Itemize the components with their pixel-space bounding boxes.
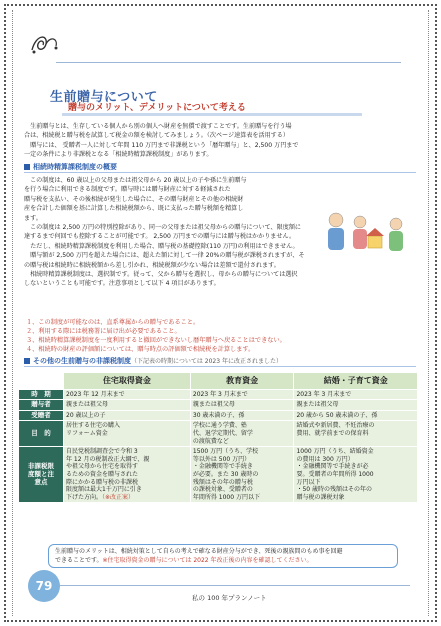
section-rule bbox=[24, 172, 416, 173]
table-cell: 20 歳以上の子 bbox=[64, 410, 191, 421]
list-item: ４、相続時の財産の評価額については、贈与時点の評価額で相続税を計算します。 bbox=[26, 346, 255, 353]
table-row bbox=[19, 410, 418, 421]
revision-note: （※改正案） bbox=[102, 493, 135, 501]
row-header: 受贈者 bbox=[19, 410, 64, 421]
page-subtitle: 贈与のメリット、デメリットについて考える bbox=[68, 103, 246, 113]
table-row bbox=[19, 400, 418, 411]
footer-rule bbox=[50, 585, 410, 586]
list-item: ２、利用する際には税務署に届け出が必要であること。 bbox=[26, 328, 181, 335]
table-row bbox=[19, 389, 418, 400]
column-header: 結婚・子育て資金 bbox=[294, 373, 418, 390]
table-header-row bbox=[19, 373, 418, 390]
table-row bbox=[19, 421, 418, 447]
table-cell: 20 歳から 50 歳未満の子、孫 bbox=[294, 410, 418, 421]
table-cell: 結婚式や新居費、不妊治療の 費用、就学前までの保育料 bbox=[294, 421, 418, 447]
summary-note-warning: ※住宅取得資金の贈与については 2022 年改正後の内容を確認してください。 bbox=[102, 557, 313, 564]
section-rule bbox=[24, 366, 416, 367]
row-header: 時 期 bbox=[19, 389, 64, 400]
section-heading-other-exemptions: その他の生前贈与の非課税制度（下記表の時期については 2023 年に改正されました） bbox=[24, 356, 282, 366]
list-item: ３、相続時精算課税制度を一度利用すると撤回ができないし暦年贈与へ戻ることはできない。 bbox=[26, 337, 286, 344]
exemption-comparison-table bbox=[18, 372, 418, 503]
settlement-notes-list bbox=[26, 318, 286, 354]
summary-note-line2: できることです。※住宅取得資金の贈与については 2022 年改正後の内容を確認してください。 bbox=[55, 557, 313, 564]
square-bullet-icon bbox=[24, 358, 30, 364]
table-cell: 30 歳未満の子、孫 bbox=[190, 410, 294, 421]
column-header: 住宅取得資金 bbox=[64, 373, 191, 390]
table-cell: 自民党税制調査会で令和 3 年 12 月の税制改正大綱で、親 や祖父母から住宅を取得す るための資金を贈与された 際にかかる贈与税の非課税 限度額は最大1千万円に引き 下げた方向。（※改正案） bbox=[64, 447, 191, 503]
header-rule bbox=[56, 62, 401, 63]
summary-note-line1: 生前贈与のメリットは、相続対策として自らの考えで確なる財産分与ができ、死後の親族間のもめ事を回避 bbox=[55, 548, 343, 555]
settlement-paragraph: この制度は、60 歳以上の父母または祖父母から 20 歳以上の子や孫に生前贈与 を行う場合に利用できる制度です。贈与時には贈与財産に対する軽減された 贈与税を支払い、その後相続が発生した場合に、その贈与財産とその他の相続財 産を合計した価額を基に計算した相続税額から、既に支払った贈与税額を精算し ます。 この制度は 2,500 万円の特別控除があり、同一の父母または祖父母からの贈与について、限度額に 達するまで何回でも控除することが可能です。 2,500 万円までの贈与には贈与税はかかりません。 ただし、相続時精算課税制度を利用した場合、贈与税の基礎控除(110 万円)の利用はできません。 贈与額が 2,500 万円を超えた場合には、超えた額に対して一律 20%の贈与税が課税されますが、そ の贈与税は相続時に相続税額から差し引かれ、相続税額が少ない場合は差額で還付されます。 相続時精算課税制度は、選択制です。従って、父から贈与を選択し、母からの贈与については選択 しないということも可能です。注意事項として以下 4 項目があります。 bbox=[24, 177, 305, 288]
page-number: 79 bbox=[28, 570, 60, 602]
table-cell: 学校に通う学費、塾 代、退学定期代、留学 の渡航費など bbox=[190, 421, 294, 447]
intro-paragraph: 生前贈与とは、生存している個人から別の個人へ財産を無償で渡すことです。生前贈与を行う場 合は、相続税と贈与税を試算して税金の額を検討してみましょう。（次ページ速算表を活用する） 贈与には、 受贈者一人に対して年間 110 万円まで非課税という「暦年贈与」と、2,500 万円まで 一定の条件により非課税となる「相続時精算課税制度」があります。 bbox=[24, 123, 299, 159]
table-cell: 2023 年 3 月末まで bbox=[294, 389, 418, 400]
family-gift-illustration bbox=[318, 206, 416, 266]
table-cell: 親または祖父母 bbox=[190, 400, 294, 411]
page-title: 生前贈与について bbox=[50, 90, 158, 105]
table-cell: 1000 万円（うち、結婚資金 の費用は 300 万円） ・金融機関等で手続きが必 要。受贈者の年間所得 1000 万円以下 ・50 歳時の残額はその年の 贈与税の課税対象 bbox=[294, 447, 418, 503]
table-cell: 居住する住宅の購入 リフォーム資金 bbox=[64, 421, 191, 447]
square-bullet-icon bbox=[24, 164, 30, 170]
flourish-ornament-icon bbox=[28, 30, 62, 58]
column-header: 教育資金 bbox=[190, 373, 294, 390]
table-cell: 親または祖父母 bbox=[64, 400, 191, 411]
section-heading-settlement: 相続時精算課税制度の概要 bbox=[24, 162, 117, 172]
table-cell: 2023 年 12 月末まで bbox=[64, 389, 191, 400]
table-cell: 2023 年 3 月末まで bbox=[190, 389, 294, 400]
book-title: 私の 100 年プランノート bbox=[192, 594, 267, 602]
summary-note-box bbox=[48, 544, 398, 568]
list-item: １、この制度が可能なのは、直系尊属からの贈与であること。 bbox=[26, 319, 200, 326]
table-cell: 1500 万円（うち、学校 等以外は 500 万円） ・金融機関等で手続き が必要。また 30 歳時の 残額はその年の贈与税 の課税対象、受贈者の 年間所得 1000 万円以下 bbox=[190, 447, 294, 503]
row-header: 目 的 bbox=[19, 421, 64, 447]
table-row bbox=[19, 447, 418, 503]
row-header: 贈与者 bbox=[19, 400, 64, 411]
table-cell: 親または祖父母 bbox=[294, 400, 418, 411]
table-corner bbox=[19, 373, 64, 390]
row-header: 非課税限 度額と注 意点 bbox=[19, 447, 64, 503]
